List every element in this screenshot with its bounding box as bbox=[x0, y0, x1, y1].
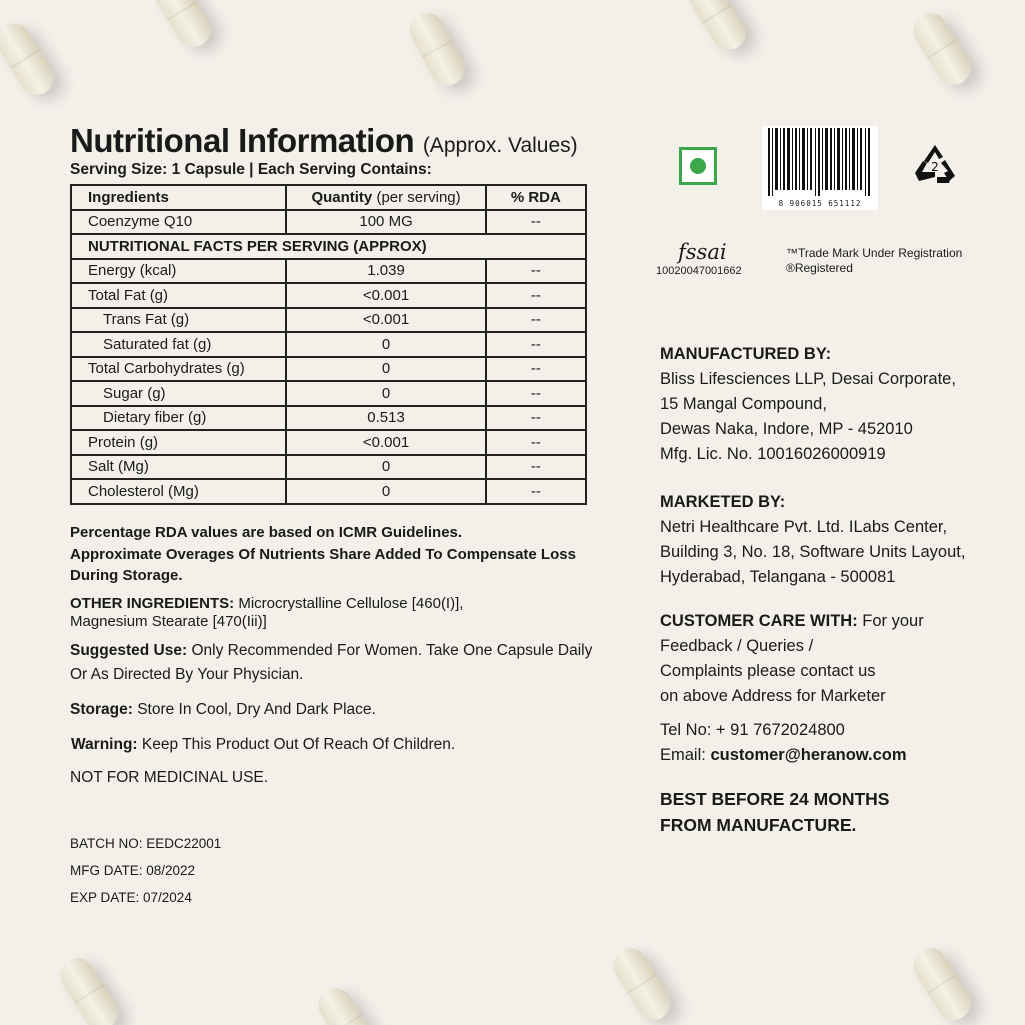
table-row bbox=[71, 479, 586, 504]
row-rda: -- bbox=[486, 308, 586, 333]
fssai-logo bbox=[656, 241, 742, 277]
marketer-line: Building 3, No. 18, Software Units Layout, bbox=[660, 543, 966, 561]
note-line: Approximate Overages Of Nutrients Share Added To Compensate Loss During Storage. bbox=[70, 545, 576, 584]
suggested-use-label: Suggested Use: bbox=[70, 642, 188, 659]
suggested-use bbox=[70, 639, 600, 687]
row-rda: -- bbox=[486, 406, 586, 431]
row-quantity: 0 bbox=[286, 332, 485, 357]
table-row bbox=[71, 332, 586, 357]
row-name: Total Carbohydrates (g) bbox=[71, 357, 286, 382]
customer-care-block bbox=[660, 609, 1000, 709]
table-row bbox=[71, 259, 586, 284]
recycle-number: 2 bbox=[931, 160, 939, 174]
row-quantity: 0 bbox=[286, 357, 485, 382]
storage bbox=[70, 698, 600, 722]
other-ingredients-line1: Microcrystalline Cellulose [460(I)], bbox=[238, 595, 464, 612]
capsule-decoration bbox=[147, 0, 217, 53]
row-quantity: 0 bbox=[286, 381, 485, 406]
manufacturer-line: Mfg. Lic. No. 10016026000919 bbox=[660, 445, 886, 463]
row-rda: -- bbox=[486, 283, 586, 308]
capsule-decoration bbox=[312, 982, 382, 1025]
mfg-date: MFG DATE: 08/2022 bbox=[70, 863, 196, 878]
email-label: Email: bbox=[660, 746, 706, 764]
other-ingredients-line2: Magnesium Stearate [470(Iii)] bbox=[70, 612, 267, 630]
capsule-decoration bbox=[607, 942, 677, 1025]
row-quantity: 100 MG bbox=[286, 210, 485, 235]
row-name: Dietary fiber (g) bbox=[71, 406, 286, 431]
row-name: Cholesterol (Mg) bbox=[71, 479, 286, 504]
customer-care-line: on above Address for Marketer bbox=[660, 687, 886, 705]
manufacturer-label: MANUFACTURED BY: bbox=[660, 345, 832, 363]
row-name: Sugar (g) bbox=[71, 381, 286, 406]
row-rda: -- bbox=[486, 357, 586, 382]
table-row bbox=[71, 283, 586, 308]
marketer-line: Netri Healthcare Pvt. Ltd. ILabs Center, bbox=[660, 518, 948, 536]
row-rda: -- bbox=[486, 455, 586, 480]
barcode-bars bbox=[766, 128, 874, 196]
customer-care-label: CUSTOMER CARE WITH: bbox=[660, 612, 858, 630]
title-sub: (Approx. Values) bbox=[422, 134, 578, 157]
header-quantity bbox=[286, 185, 485, 210]
row-quantity: <0.001 bbox=[286, 283, 485, 308]
table-header-row bbox=[71, 185, 586, 210]
table-row bbox=[71, 381, 586, 406]
manufacturer-line: Dewas Naka, Indore, MP - 452010 bbox=[660, 420, 913, 438]
capsule-decoration bbox=[907, 942, 977, 1025]
trademark-line: ™Trade Mark Under Registration bbox=[786, 246, 963, 260]
other-ingredients bbox=[70, 595, 610, 630]
fssai-logo-text: fssai bbox=[678, 240, 727, 264]
row-name: Salt (Mg) bbox=[71, 455, 286, 480]
manufacturer-line: Bliss Lifesciences LLP, Desai Corporate, bbox=[660, 370, 956, 388]
recycle-icon bbox=[911, 143, 959, 190]
customer-care-line: Complaints please contact us bbox=[660, 662, 876, 680]
warning-label: Warning: bbox=[71, 736, 138, 753]
capsule-decoration bbox=[907, 7, 977, 91]
row-name: Trans Fat (g) bbox=[71, 308, 286, 333]
batch-number: BATCH NO: EEDC22001 bbox=[70, 836, 222, 851]
veg-mark-icon bbox=[679, 147, 717, 185]
fssai-license: 10020047001662 bbox=[656, 265, 742, 277]
not-medicinal: NOT FOR MEDICINAL USE. bbox=[70, 769, 269, 786]
manufacturer-block bbox=[660, 342, 1000, 467]
row-name: Protein (g) bbox=[71, 430, 286, 455]
table-row bbox=[71, 455, 586, 480]
row-quantity: 1.039 bbox=[286, 259, 485, 284]
table-row bbox=[71, 430, 586, 455]
customer-care-line: Feedback / Queries / bbox=[660, 637, 814, 655]
row-rda: -- bbox=[486, 332, 586, 357]
telephone: Tel No: + 91 7672024800 bbox=[660, 721, 845, 739]
capsule-decoration bbox=[0, 17, 60, 101]
row-rda: -- bbox=[486, 210, 586, 235]
note-line: Percentage RDA values are based on ICMR Guidelines. bbox=[70, 524, 463, 541]
row-name: Coenzyme Q10 bbox=[71, 210, 286, 235]
header-quantity-label: Quantity bbox=[311, 188, 373, 206]
capsule-decoration bbox=[682, 0, 752, 56]
barcode-number: 8 906015 651112 bbox=[778, 199, 862, 208]
table-row bbox=[71, 357, 586, 382]
capsule-decoration bbox=[404, 7, 471, 92]
row-quantity: 0 bbox=[286, 479, 485, 504]
table-row bbox=[71, 406, 586, 431]
row-rda: -- bbox=[486, 479, 586, 504]
marketer-line: Hyderabad, Telangana - 500081 bbox=[660, 568, 896, 586]
row-name: Energy (kcal) bbox=[71, 259, 286, 284]
marketer-label: MARKETED BY: bbox=[660, 493, 786, 511]
barcode bbox=[762, 126, 878, 210]
other-ingredients-label: OTHER INGREDIENTS: bbox=[70, 595, 235, 612]
best-before bbox=[660, 786, 1000, 838]
table-row bbox=[71, 210, 586, 235]
trademark-note bbox=[786, 246, 962, 276]
row-quantity: <0.001 bbox=[286, 308, 485, 333]
customer-care-line: For your bbox=[862, 612, 924, 630]
registered-line: ®Registered bbox=[786, 261, 853, 275]
row-rda: -- bbox=[486, 259, 586, 284]
suggested-use-text: Only Recommended For Women. Take One Capsule Daily Or As Directed By Your Physician. bbox=[70, 642, 593, 683]
row-rda: -- bbox=[486, 381, 586, 406]
storage-label: Storage: bbox=[70, 701, 133, 718]
row-quantity: 0.513 bbox=[286, 406, 485, 431]
contact-block bbox=[660, 718, 1000, 768]
rda-notes bbox=[70, 522, 600, 587]
header-ingredients: Ingredients bbox=[71, 185, 286, 210]
row-name: Saturated fat (g) bbox=[71, 332, 286, 357]
email-link[interactable]: customer@heranow.com bbox=[710, 746, 907, 764]
nutrition-table bbox=[70, 184, 587, 505]
row-name: Total Fat (g) bbox=[71, 283, 286, 308]
serving-size: Serving Size: 1 Capsule | Each Serving Contains: bbox=[70, 161, 432, 178]
best-before-line: BEST BEFORE 24 MONTHS bbox=[660, 789, 890, 809]
row-quantity: 0 bbox=[286, 455, 485, 480]
marketer-block bbox=[660, 490, 1000, 590]
table-section-row bbox=[71, 234, 586, 259]
row-rda: -- bbox=[486, 430, 586, 455]
warning-text: Keep This Product Out Of Reach Of Children. bbox=[141, 736, 456, 753]
row-quantity: <0.001 bbox=[286, 430, 485, 455]
exp-date: EXP DATE: 07/2024 bbox=[70, 890, 192, 905]
manufacturer-line: 15 Mangal Compound, bbox=[660, 395, 827, 413]
best-before-line: FROM MANUFACTURE. bbox=[660, 815, 857, 835]
header-quantity-sub: (per serving) bbox=[376, 188, 461, 206]
storage-text: Store In Cool, Dry And Dark Place. bbox=[137, 701, 376, 718]
capsule-decoration bbox=[54, 952, 124, 1025]
warning bbox=[71, 733, 601, 757]
table-row bbox=[71, 308, 586, 333]
page-title bbox=[70, 122, 578, 160]
header-rda: % RDA bbox=[486, 185, 586, 210]
title-main: Nutritional Information bbox=[70, 122, 415, 159]
section-heading: NUTRITIONAL FACTS PER SERVING (APPROX) bbox=[71, 234, 586, 259]
